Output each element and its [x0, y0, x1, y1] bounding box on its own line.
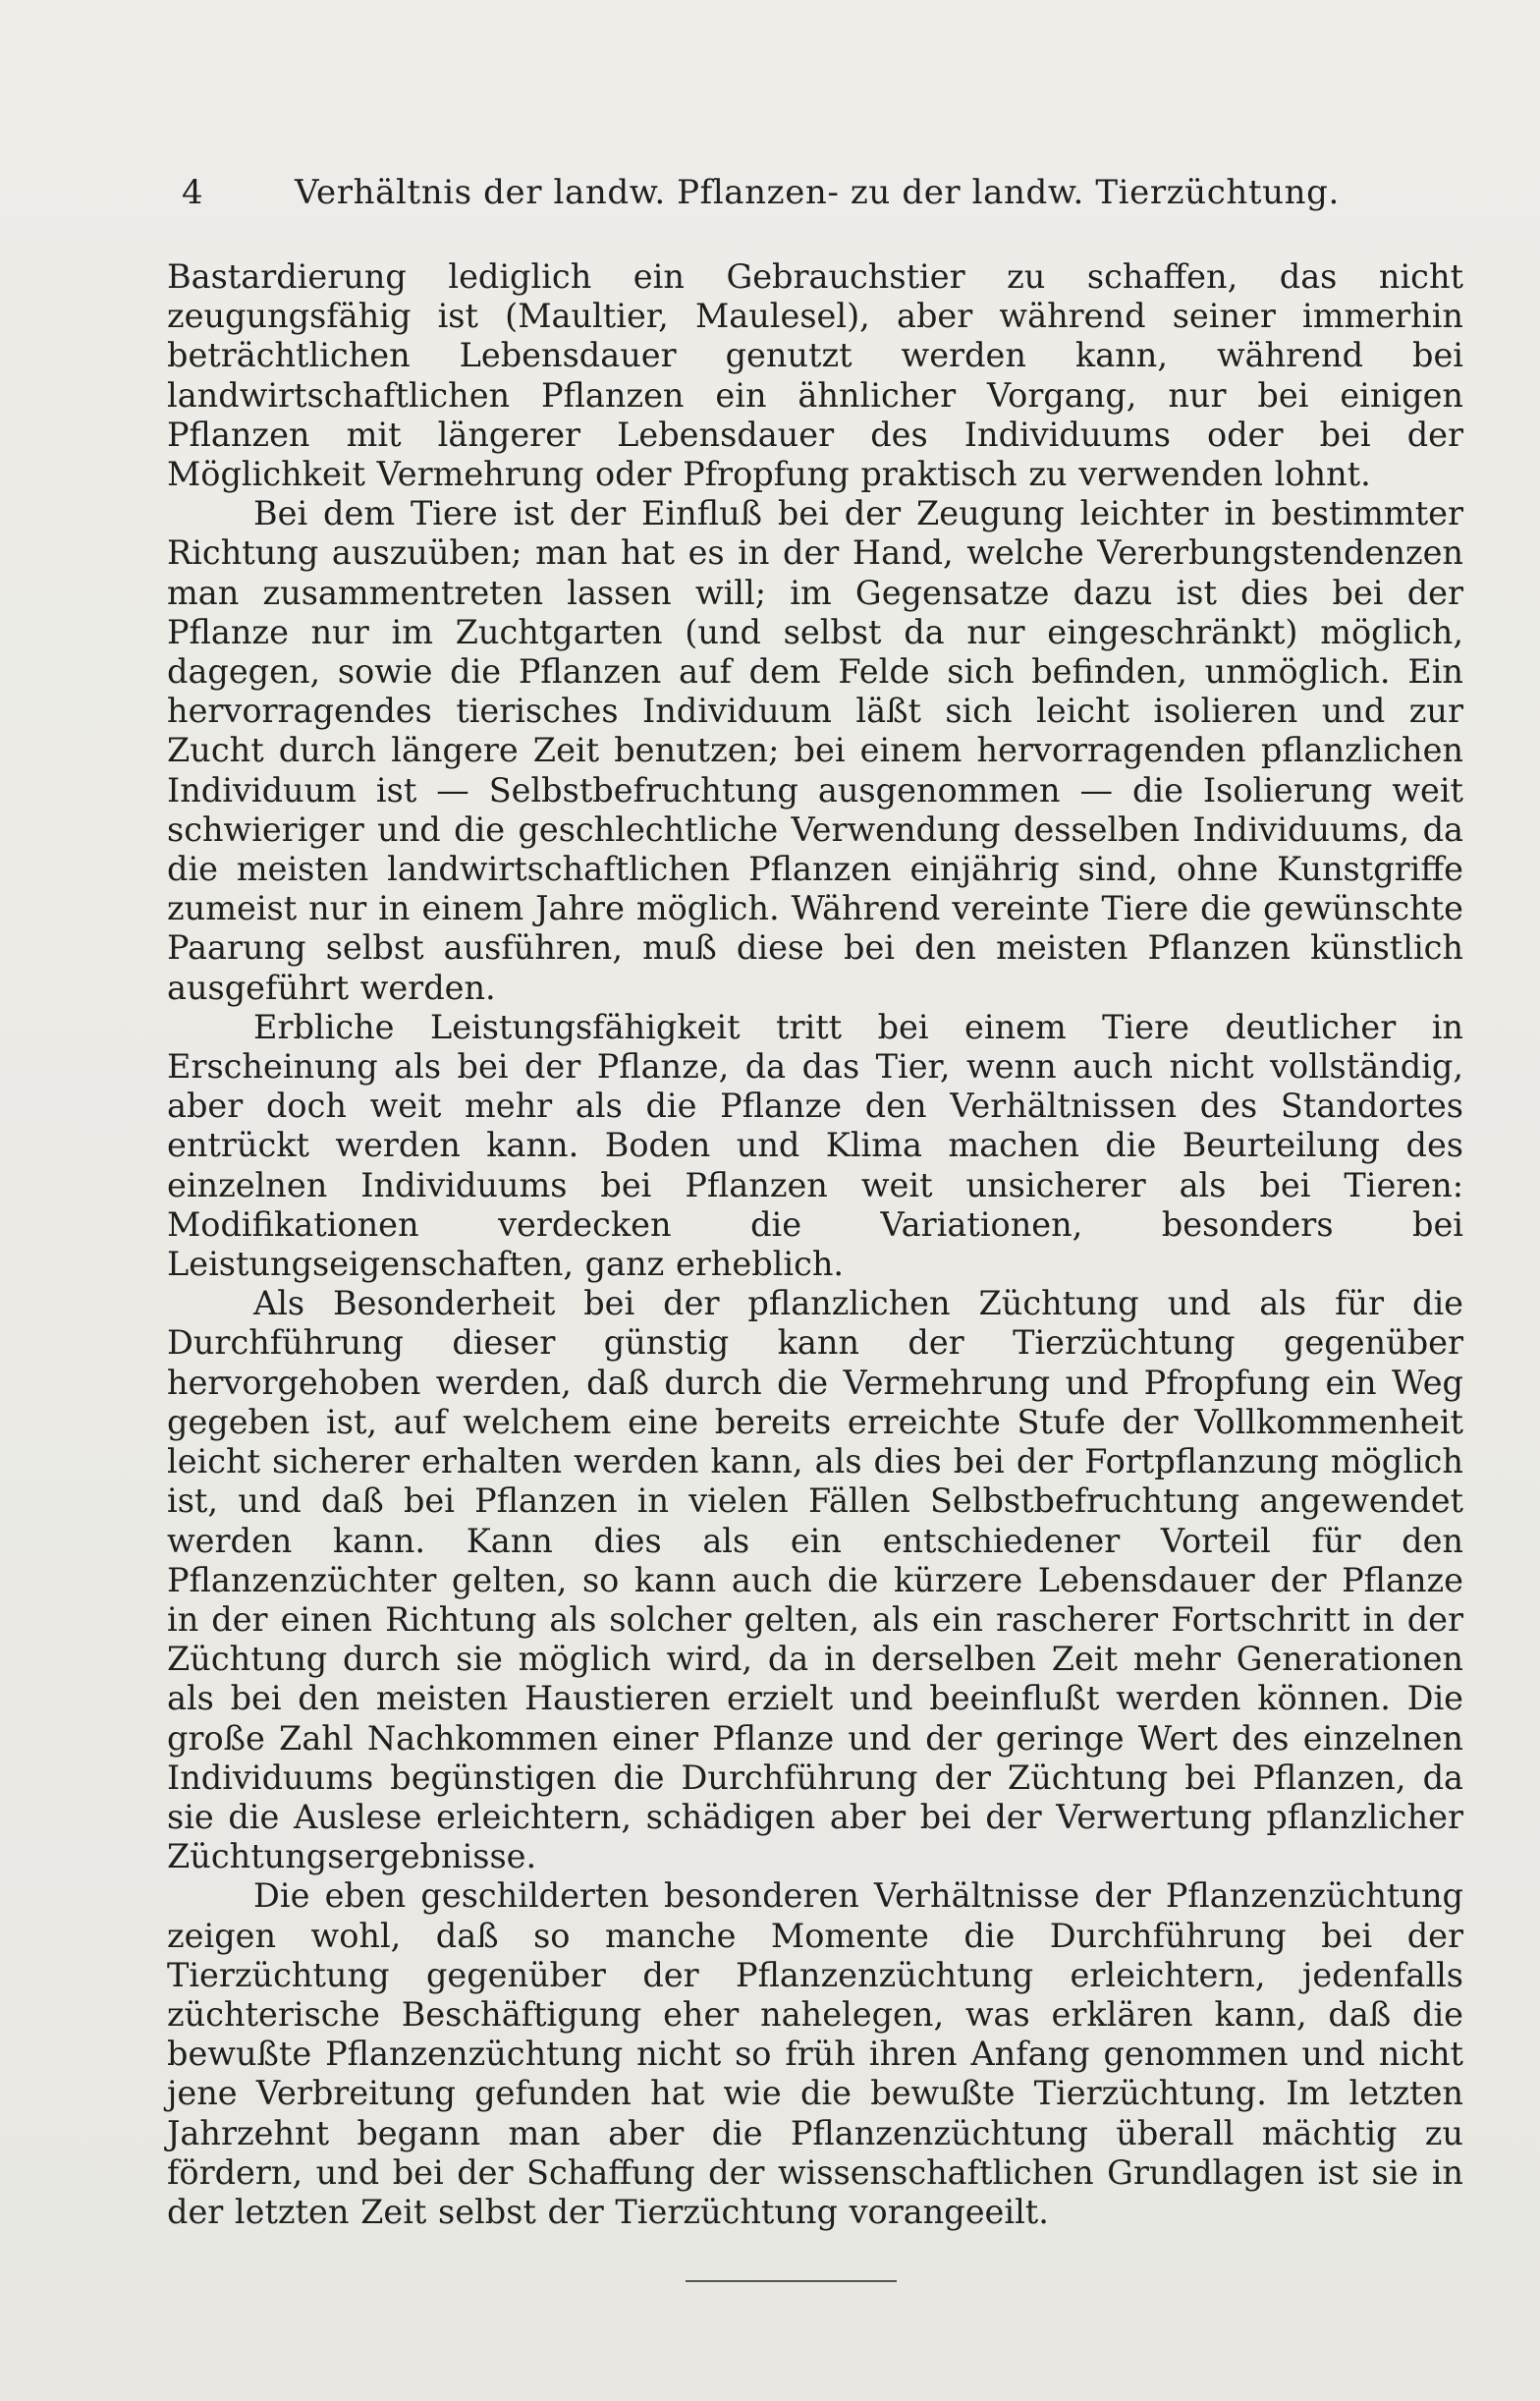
paragraph-schlussfolgerung: Die eben geschilderten besonderen Verhältnisse der Pflanzenzüchtung zeigen wohl, daß so manche Momente die Durchführung bei der Tierzüchtung gegenüber der Pflanzenzüchtung erleichtern, jedenfalls züchterische Beschäftigung eher nahelegen, was erklären kann, daß die bewußte Pflanzenzüchtung nicht so früh ihren Anfang genommen und nicht jene Verbreitung gefunden hat wie die bewußte Tierzüchtung. Im letzten Jahrzehnt begann man aber die Pflanzenzüchtung überall mächtig zu fördern, und bei der Schaffung der wissenschaftlichen Grundlagen ist sie in der letzten Zeit selbst der Tierzüchtung vorangeeilt. — [167, 1876, 1463, 2231]
paragraph-leistungsfaehigkeit: Erbliche Leistungsfähigkeit tritt bei einem Tiere deutlicher in Erscheinung als bei der Pflanze, da das Tier, wenn auch nicht vollständig, aber doch weit mehr als die Pflanze den Verhältnissen des Standortes entrückt werden kann. Boden und Klima machen die Beurteilung des einzelnen Individuums bei Pflanzen weit unsicherer als bei Tieren: Modifikationen verdecken die Variationen, besonders bei Leistungseigenschaften, ganz erheblich. — [167, 1007, 1463, 1284]
running-head-title: Verhältnis der landw. Pflanzen- zu der landw. Tierzüchtung. — [295, 173, 1340, 212]
paragraph-continuation: Bastardierung lediglich ein Gebrauchstier zu schaffen, das nicht zeugungsfähig ist (Maultier, Maulesel), aber während seiner immerhin beträchtlichen Lebensdauer genutzt werden kann, während bei landwirtschaftlichen Pflanzen ein ähnlicher Vorgang, nur bei einigen Pflanzen mit längerer Lebensdauer des Individuums oder bei der Möglichkeit Vermehrung oder Pfropfung praktisch zu verwenden lohnt. — [167, 257, 1463, 494]
body-text — [167, 257, 1463, 2232]
end-rule-divider — [686, 2280, 897, 2282]
page-number: 4 — [182, 173, 203, 212]
paragraph-besonderheit: Als Besonderheit bei der pflanzlichen Züchtung und als für die Durchführung dieser günstig kann der Tierzüchtung gegenüber hervorgehoben werden, daß durch die Vermehrung und Pfropfung ein Weg gegeben ist, auf welchem eine bereits erreichte Stufe der Vollkommenheit leicht sicherer erhalten werden kann, als dies bei der Fortpflanzung möglich ist, und daß bei Pflanzen in vielen Fällen Selbstbefruchtung angewendet werden kann. Kann dies als ein entschiedener Vorteil für den Pflanzenzüchter gelten, so kann auch die kürzere Lebensdauer der Pflanze in der einen Richtung als solcher gelten, als ein rascherer Fortschritt in der Züchtung durch sie möglich wird, da in derselben Zeit mehr Generationen als bei den meisten Haustieren erzielt und beeinflußt werden können. Die große Zahl Nachkommen einer Pflanze und der geringe Wert des einzelnen Individuums begünstigen die Durchführung der Züchtung bei Pflanzen, da sie die Auslese erleichtern, schädigen aber bei der Verwertung pflanzlicher Züchtungsergebnisse. — [167, 1284, 1463, 1876]
paragraph-zeugung: Bei dem Tiere ist der Einfluß bei der Zeugung leichter in bestimmter Richtung auszuüben; man hat es in der Hand, welche Vererbungstendenzen man zusammentreten lassen will; im Gegensatze dazu ist dies bei der Pflanze nur im Zuchtgarten (und selbst da nur eingeschränkt) möglich, dagegen, sowie die Pflanzen auf dem Felde sich befinden, unmöglich. Ein hervorragendes tierisches Individuum läßt sich leicht isolieren und zur Zucht durch längere Zeit benutzen; bei einem hervorragenden pflanzlichen Individuum ist — Selbstbefruchtung ausgenommen — die Isolierung weit schwieriger und die geschlechtliche Verwendung desselben Individuums, da die meisten landwirtschaftlichen Pflanzen einjährig sind, ohne Kunstgriffe zumeist nur in einem Jahre möglich. Während vereinte Tiere die gewünschte Paarung selbst ausführen, muß diese bei den meisten Pflanzen künstlich ausgeführt werden. — [167, 494, 1463, 1007]
running-head — [182, 167, 1360, 218]
